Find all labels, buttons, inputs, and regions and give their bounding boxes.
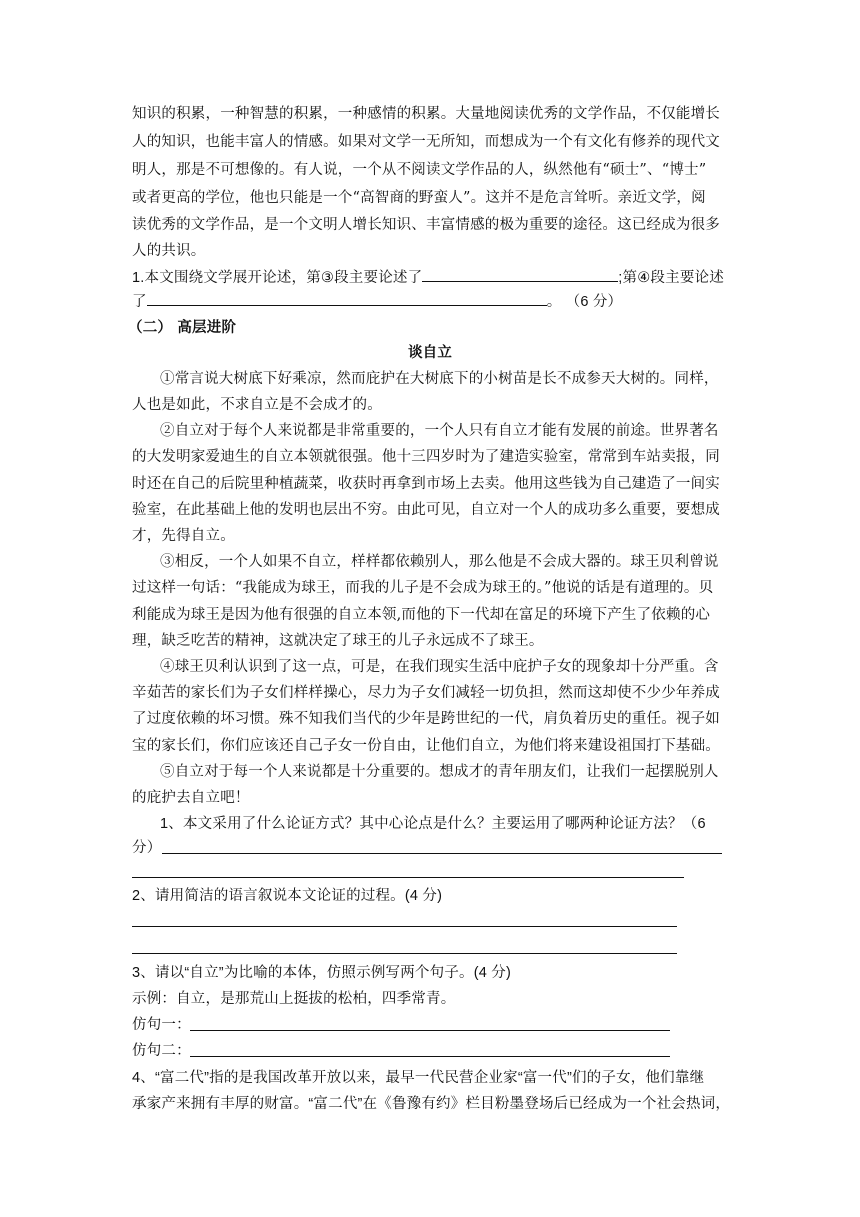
intro-line: 或者更高的学位，他也只能是一个“高智商的野蛮人”。这并不是危言耸听。亲近文学，阅 [132,190,706,206]
answer-line[interactable] [190,1056,670,1057]
imitation-sentence-1 [132,1015,732,1035]
question-text: 1.本文围绕文学展开论述，第③段主要论述了 [132,270,423,286]
imitation-sentence-2 [132,1041,732,1061]
imitation-label: 仿句一： [132,1017,191,1033]
essay-title: 谈自立 [407,345,453,361]
question-1-line [132,291,732,312]
essay-line: 才，先得自立。 [132,528,235,544]
answer-blank[interactable] [422,267,618,282]
question-3-text: 3、请以“自立”为比喻的本体，仿照示例写两个句子。(4 分) [132,965,511,981]
intro-line: 明人，那是不可想像的。有人说，一个从不阅读文学作品的人，纵然他有“硕士”、“博士” [132,162,707,178]
intro-line: 人的共识。 [132,243,206,259]
essay-line: 辛茹苦的家长们为子女们样样操心，尽力为子女们减轻一切负担，然而这却使不少少年养成 [132,685,720,701]
answer-line[interactable] [190,1030,670,1031]
question-1-text: 1、本文采用了什么论证方式？其中心论点是什么？主要运用了哪两种论证方法？（6 [160,816,706,832]
question-1-text: 分） [132,840,162,856]
essay-line: 时还在自己的后院里种植蔬菜，收获时再拿到市场上去卖。他用这些钱为自己建造了一间实 [132,476,720,492]
essay-line: 的庇护去自立吧！ [132,790,250,806]
essay-line: 过这样一句话：“我能成为球王，而我的儿子是不会成为球王的。”他说的话是有道理的。贝 [132,580,714,596]
answer-line[interactable] [132,877,684,878]
intro-line: 读优秀的文学作品，是一个文明人增长知识、丰富情感的极为重要的途径。这已经成为很多 [132,217,720,233]
essay-line: 验室，在此基础上他的发明也层出不穷。由此可见，自立对一个人的成功多么重要，要想成 [132,502,720,518]
section-heading: （二） 高层进阶 [128,320,237,336]
question-3-example: 示例：自立，是那荒山上挺拔的松柏，四季常青。 [132,991,456,1007]
essay-line: 的大发明家爱迪生的自立本领就很强。他十三四岁时为了建造实验室，常常到车站卖报，同 [132,449,720,465]
question-text: 。 （6 分） [546,294,623,310]
question-text: ;第④段主要论述 [618,270,724,286]
essay-line: 人也是如此，不求自立是不会成才的。 [132,397,382,413]
answer-line[interactable] [132,953,677,954]
imitation-label: 仿句二： [132,1043,191,1059]
essay-line: 利能成为球王是因为他有很强的自立本领,而他的下一代却在富足的环境下产生了依赖的心 [132,607,711,623]
essay-line: ⑤自立对于每一个人来说都是十分重要的。想成才的青年朋友们，让我们一起摆脱别人 [160,764,719,780]
question-4-text: 承家产来拥有丰厚的财富。“富二代”在《鲁豫有约》栏目粉墨登场后已经成为一个社会热词， [132,1096,731,1112]
question-2-text: 2、请用简洁的语言叙说本文论证的过程。(4 分) [132,888,443,904]
question-1-line [132,267,732,288]
essay-line: ④球王贝利认识到了这一点，可是，在我们现实生活中庇护子女的现象却十分严重。含 [160,659,719,675]
essay-line: ②自立对于每个人来说都是非常重要的，一个人只有自立才能有发展的前途。世界著名 [160,423,719,439]
essay-line: ①常言说大树底下好乘凉，然而庇护在大树底下的小树苗是长不成参天大树的。同样， [160,371,719,387]
essay-line: 理，缺乏吃苦的精神，这就决定了球王的儿子永远成不了球王。 [132,633,544,649]
intro-line: 知识的积累，一种智慧的积累，一种感情的积累。大量地阅读优秀的文学作品，不仅能增长 [132,106,720,122]
answer-blank[interactable] [147,291,547,306]
answer-line[interactable] [162,853,722,854]
essay-line: 了过度依赖的坏习惯。殊不知我们当代的少年是跨世纪的一代，肩负着历史的重任。视子如 [132,711,720,727]
answer-line[interactable] [132,926,677,927]
essay-line: ③相反，一个人如果不自立，样样都依赖别人，那么他是不会成大器的。球王贝利曾说 [160,554,719,570]
essay-line: 宝的家长们，你们应该还自己子女一份自由，让他们自立，为他们将来建设祖国打下基础。 [132,738,720,754]
intro-line: 人的知识，也能丰富人的情感。如果对文学一无所知，而想成为一个有文化有修养的现代文 [132,134,720,150]
question-4-text: 4、“富二代”指的是我国改革开放以来，最早一代民营企业家“富一代”们的子女，他们靠继 [132,1070,705,1086]
question-text: 了 [132,294,147,310]
